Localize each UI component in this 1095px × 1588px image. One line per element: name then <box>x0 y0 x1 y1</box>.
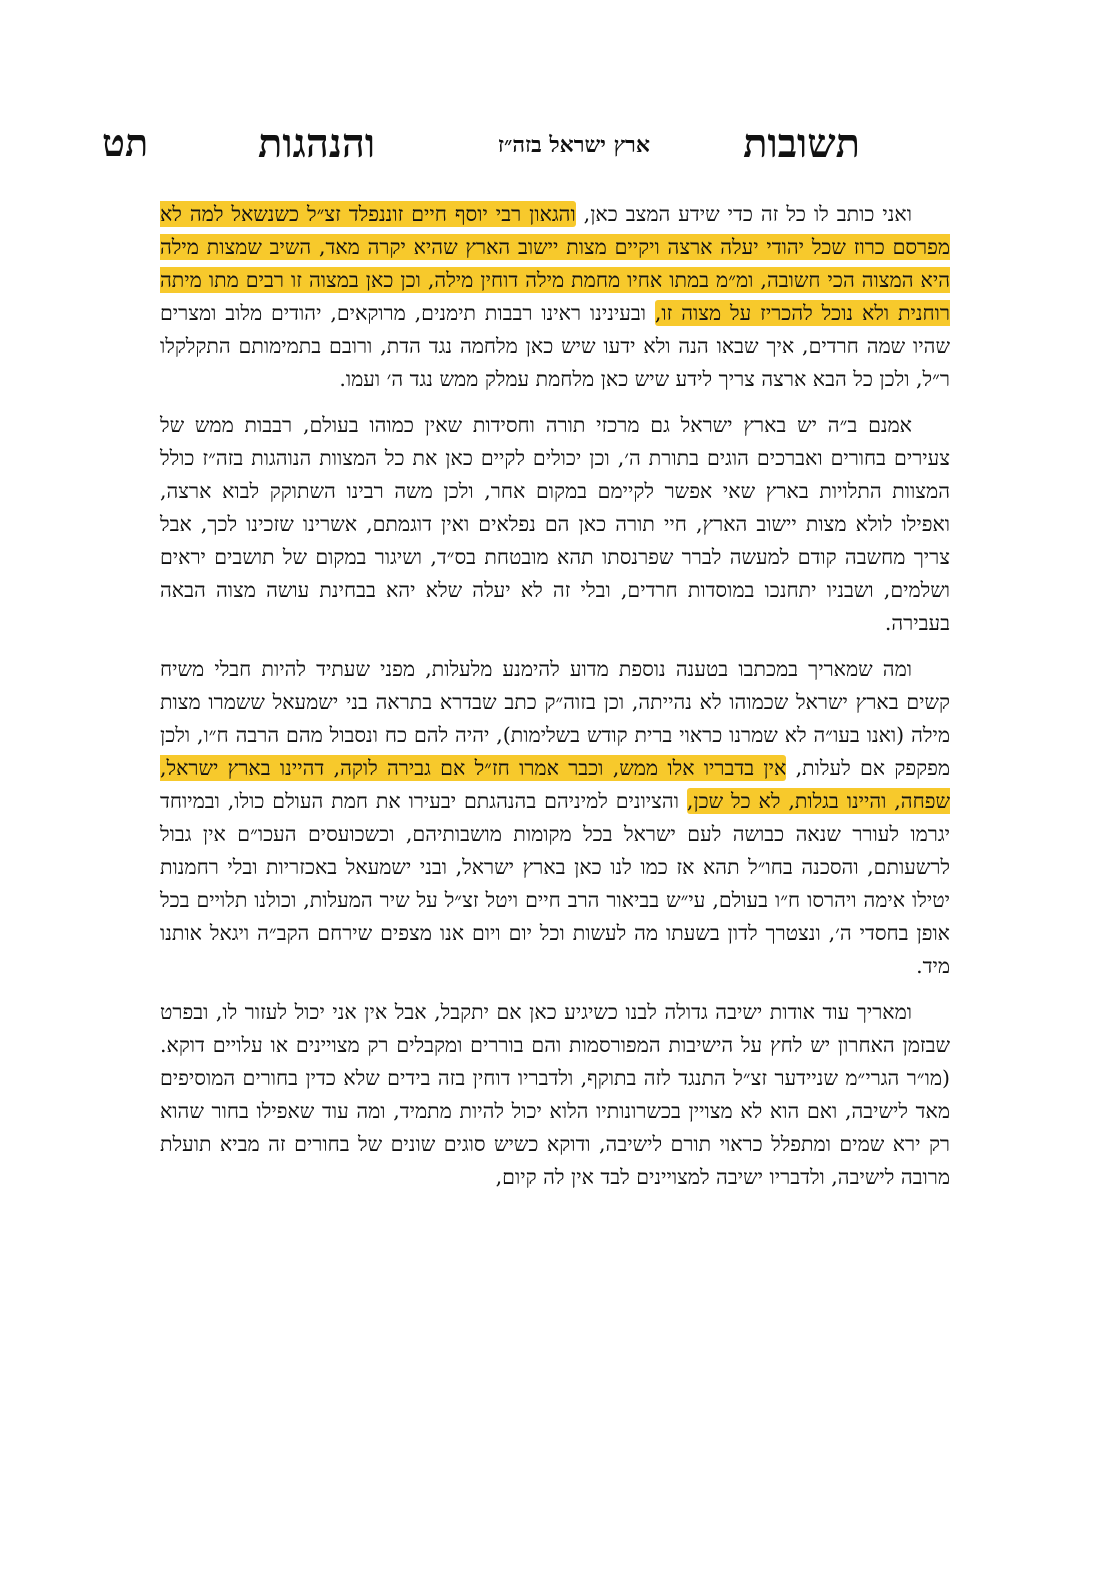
header-title-left: והנהגות <box>258 120 376 167</box>
paragraph-2 <box>160 409 950 640</box>
highlighted-text: אין בדבריו אלו ממש, וכבר אמרו חז״ל אם גבירה לוקה, דהיינו בארץ ישראל, שפחה, והיינו בגלות, לא כל שכן, <box>160 756 950 813</box>
text-segment: אמנם ב״ה יש בארץ ישראל גם מרכזי תורה וחסידות שאין כמוהו בעולם, רבבות ממש של צעירים בחורים ואברכים הוגים בתורת ה׳, וכן יכולים לקיים כאן את כל המצוות הנוהגות בזה״ז כולל המצוות התלויות בארץ שאי אפשר לקיימם במקום אחר, ולכן משה רבינו השתוקק לבוא ארצה, ואפילו לולא מצות יישוב הארץ, חיי תורה כאן הם נפלאים ואין דוגמתם, אשרינו שזכינו לכך, אבל צריך מחשבה קודם למעשה לברר שפרנסתו תהא מובטחת בס״ד, ושיגור במקום של תושבים יראים ושלמים, ושבניו יתחנכו במוסדות חרדים, ובלי זה לא יעלה שלא יהא בבחינת עושה מצוה הבאה בעבירה. <box>160 413 950 635</box>
paragraph-3 <box>160 653 950 983</box>
header-subtitle: ארץ ישראל בזה״ז <box>497 132 650 158</box>
highlighted-text: והגאון רבי יוסף חיים זוננפלד זצ״ל כשנשאל למה לא מפרסם כרוז שכל יהודי יעלה ארצה ויקיים מצות יישוב הארץ שהיא יקרה מאד, השיב שמצות מילה היא המצוה הכי חשובה, ומ״מ במתו אחיו מחמת מילה דוחין מילה, וכן כאן במצוה זו רבים מתו מיתה רוחנית ולא נוכל להכריז על מצוה זו, <box>160 202 951 325</box>
header-title-right: תשובות <box>743 120 860 167</box>
text-segment: ואני כותב לו כל זה כדי שידע המצב כאן, <box>575 202 912 226</box>
paragraph-1 <box>160 198 950 396</box>
body-text <box>160 198 950 1207</box>
text-segment: ובעינינו ראינו רבבות תימנים, מרוקאים, יהודים מלוב ומצרים שהיו שמה חרדים, איך שבאו הנה ולא ידעו שיש כאן מלחמה נגד הדת, ורובם בתמימותם התקלקלו ר״ל, ולכן כל הבא ארצה צריך לידע שיש כאן מלחמת עמלק ממש נגד ה׳ ועמו. <box>160 301 950 391</box>
text-segment: ומאריך עוד אודות ישיבה גדולה לבנו כשיגיע כאן אם יתקבל, אבל אין אני יכול לעזור לו, ובפרט שבזמן האחרון יש לחץ על הישיבות המפורסמות והם בוררים ומקבלים רק מצויינים או עלויים דוקא. (מו״ר הגרי״מ שניידער זצ״ל התנגד לזה בתוקף, ולדבריו דוחין בזה בידים שלא כדין בחורים המוסיפים מאד לישיבה, ואם הוא לא מצויין בכשרונותיו הלוא יכול להיות מתמיד, ומה עוד שאפילו בחור שהוא רק ירא שמים ומתפלל כראוי תורם לישיבה, ודוקא כשיש סוגים שונים של בחורים זה מביא תועלת מרובה לישיבה, ולדבריו ישיבה למצויינים לבד אין לה קיום, <box>160 1000 950 1189</box>
text-segment: והציונים למיניהם בהנהגתם יבעירו את חמת העולם כולו, ובמיוחד יגרמו לעורר שנאה כבושה לעם ישראל בכל מקומות מושבותיהם, וכשכועסים העכו״ם אין גבול לרשעותם, והסכנה בחו״ל תהא אז כמו לנו כאן בארץ ישראל, ובני ישמעאל באכזריות ובלי רחמנות יטילו אימה ויהרסו ח״ו בעולם, עי״ש בביאור הרב חיים ויטל זצ״ל על שיר המעלות, וכולנו תלויים בכל אופן בחסדי ה׳, ונצטרך לדון בשעתו מה לעשות וכל יום ויום אנו מצפים שירחם הקב״ה ויגאל אותנו מיד. <box>160 789 950 978</box>
paragraph-4 <box>160 996 950 1194</box>
running-header <box>0 112 1095 172</box>
text-segment: ומה שמאריך במכתבו בטענה נוספת מדוע להימנע מלעלות, מפני שעתיד להיות חבלי משיח קשים בארץ ישראל שכמוהו לא נהייתה, וכן בזוה״ק כתב שבדרא בתראה בני ישמעאל ששמרו מצות מילה (ואנו בעו״ה לא שמרנו כראוי ברית קודש בשלימות), יהיה להם כח ונסבול מהם הרבה ח״ו, ולכן מפקפק אם לעלות, <box>160 657 950 780</box>
page-number: תט <box>102 120 149 165</box>
